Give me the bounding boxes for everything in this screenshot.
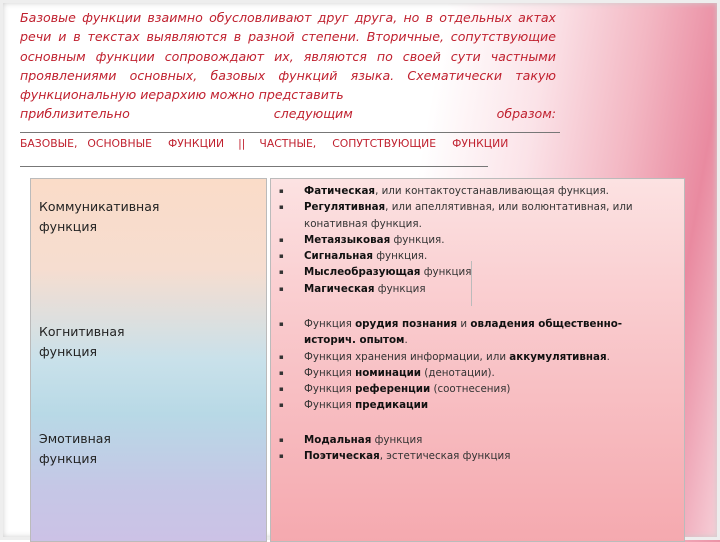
divider <box>20 166 488 167</box>
basic-functions-box <box>30 178 267 542</box>
hierarchy-heading <box>20 132 560 150</box>
list-item-text: овладения общественно-историч. опытом <box>304 318 623 347</box>
list-item-text: Функция <box>304 383 356 396</box>
list-item-text: Мыслеобразующая <box>304 266 421 279</box>
list-item-text: Функция <box>304 318 356 330</box>
heading-word: БАЗОВЫЕ, <box>20 137 78 150</box>
list-item-text: функция <box>420 266 472 279</box>
list-item <box>271 183 671 199</box>
basic-function: Коммуникативная функция <box>39 199 160 234</box>
list-item-text: Сигнальная <box>304 250 373 263</box>
list-item-text: функция <box>374 282 426 295</box>
list-item <box>271 397 671 413</box>
list-item-text: Функция хранения информации, или <box>304 350 510 363</box>
list-item-text: Регулятивная <box>304 201 386 214</box>
list-item-text: Функция <box>304 366 356 379</box>
communicative-list <box>271 183 671 297</box>
list-item-text: номинации <box>355 366 422 379</box>
list-item-text: функция. <box>372 250 428 263</box>
basic-function: Когнитивная функция <box>39 324 125 359</box>
list-item-text: Магическая <box>304 282 375 295</box>
list-item-text: , или апеллятивная, или волюнтативная, или конативная функция. <box>304 201 633 230</box>
list-item-text: предикации <box>355 399 429 412</box>
list-item-text: Фатическая <box>304 185 376 197</box>
list-item-text: и <box>457 318 471 330</box>
list-item-text: Поэтическая <box>304 450 380 463</box>
heading-separator: || <box>238 137 246 150</box>
basic-function: Эмотивная функция <box>39 431 111 466</box>
list-item-text: Модальная <box>304 434 372 446</box>
heading-word: СОПУТСТВУЮЩИЕ <box>332 137 437 150</box>
heading-word: ЧАСТНЫЕ, <box>259 137 317 150</box>
list-item <box>271 281 671 297</box>
cognitive-list <box>271 316 671 414</box>
list-item <box>271 448 671 464</box>
list-item-text: функция <box>371 434 423 446</box>
heading-word: ФУНКЦИИ <box>167 137 225 150</box>
list-item-text: , или контактоустанавливающая функция. <box>375 185 609 197</box>
list-item <box>271 432 671 448</box>
list-item-text: референции <box>355 383 431 396</box>
list-item-text: . <box>404 334 408 347</box>
list-item-text: (денотации). <box>421 366 495 379</box>
list-item <box>271 316 664 349</box>
list-item-text: , эстетическая функция <box>379 450 511 463</box>
heading-word: ФУНКЦИИ <box>452 137 509 150</box>
list-item <box>271 248 671 264</box>
list-item <box>271 199 671 232</box>
intro-text: Базовые функции взаимно обусловливают друг друга, но в отдельных актах речи и в текстах выявляются в разной степени. Вторичные, сопутствующие основным функции сопровождают их, являются по своей сути частными проявлениями основных, базовых функций языка. Схематически такую функциональную иерархию можно представить <box>20 10 556 103</box>
list-item-text: Функция <box>304 399 356 412</box>
list-item-text: функция. <box>390 233 445 246</box>
list-item <box>271 232 671 248</box>
list-item-text: Метаязыковая <box>304 233 391 246</box>
list-item <box>271 264 671 280</box>
emotive-list <box>271 432 671 465</box>
heading-word: ОСНОВНЫЕ <box>87 137 152 150</box>
list-item-text: . <box>606 350 610 363</box>
list-item-text: (соотнесения) <box>430 383 511 396</box>
intro-paragraph <box>20 8 556 124</box>
list-item <box>271 349 671 365</box>
list-item-text: аккумулятивная <box>509 350 607 363</box>
list-item-text: орудия познания <box>355 318 458 330</box>
secondary-functions-box <box>270 178 685 542</box>
list-item <box>271 365 671 381</box>
intro-last-line: приблизительно следующим образом: <box>20 106 556 122</box>
list-item <box>271 381 671 397</box>
